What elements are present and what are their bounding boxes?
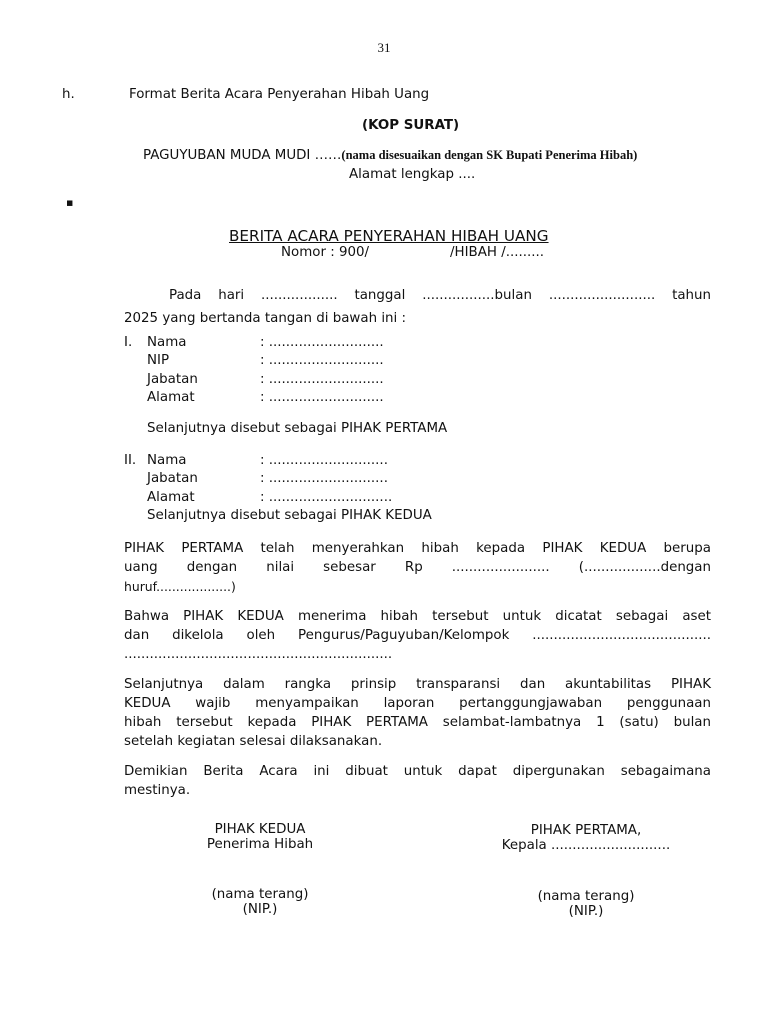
paragraph-line: huruf...................)	[124, 579, 236, 594]
party2-label: Jabatan	[147, 471, 198, 486]
party1-label: Nama	[147, 335, 187, 350]
party2-numeral: II.	[124, 453, 137, 468]
signature-right-name: (nama terang)	[537, 889, 635, 904]
paragraph-line: Bahwa PIHAK KEDUA menerima hibah tersebut untuk dicatat sebagai aset	[124, 609, 711, 624]
signature-left-title: PIHAK KEDUA	[214, 822, 306, 837]
document-number-suffix: /HIBAH /.........	[450, 245, 545, 260]
party1-numeral: I.	[124, 335, 133, 350]
signature-left-name-block	[160, 887, 360, 917]
signature-right-name-block	[486, 889, 686, 919]
org-note: (nama disesuaikan dengan SK Bupati Penerima Hibah)	[341, 148, 638, 162]
signature-right-title: PIHAK PERTAMA,	[530, 823, 642, 838]
party2-designation: Selanjutnya disebut sebagai PIHAK KEDUA	[147, 508, 432, 523]
intro-line-1: Pada hari .................. tanggal .................bulan ......................... tahun	[169, 288, 711, 303]
party1-designation: Selanjutnya disebut sebagai PIHAK PERTAMA	[147, 421, 448, 436]
party2-label: Alamat	[147, 490, 195, 505]
party1-value: : ...........................	[260, 372, 384, 387]
signature-left-name: (nama terang)	[211, 887, 309, 902]
party1-label: NIP	[147, 353, 170, 368]
org-line	[143, 148, 637, 163]
bullet-mark: ▪	[66, 196, 74, 209]
section-letter: h.	[62, 87, 75, 102]
paragraph-line: ...............................................................	[124, 647, 393, 662]
paragraph-line: hibah tersebut kepada PIHAK PERTAMA selambat-lambatnya 1 (satu) bulan	[124, 715, 711, 730]
document-title: BERITA ACARA PENYERAHAN HIBAH UANG	[229, 227, 549, 245]
party1-label: Jabatan	[147, 372, 198, 387]
document-number-prefix: Nomor : 900/	[281, 245, 370, 260]
party1-value: : ...........................	[260, 335, 384, 350]
party1-label: Alamat	[147, 390, 195, 405]
paragraph-line: Demikian Berita Acara ini dibuat untuk dapat dipergunakan sebagaimana	[124, 764, 711, 779]
party2-value: : ............................	[260, 453, 388, 468]
party2-value: : .............................	[260, 490, 393, 505]
paragraph-line: dan dikelola oleh Pengurus/Paguyuban/Kelompok ..........................................	[124, 628, 711, 643]
paragraph-line: mestinya.	[124, 783, 191, 798]
signature-right-nip: (NIP.)	[568, 904, 604, 919]
party1-value: : ...........................	[260, 353, 384, 368]
signature-left-header	[160, 822, 360, 852]
intro-line-2: 2025 yang bertanda tangan di bawah ini :	[124, 311, 407, 326]
org-address: Alamat lengkap ....	[349, 167, 476, 182]
signature-right-header	[486, 823, 686, 853]
signature-left-nip: (NIP.)	[242, 902, 278, 917]
paragraph-closing	[124, 762, 711, 800]
section-title: Format Berita Acara Penyerahan Hibah Uang	[129, 87, 430, 102]
paragraph-line: Selanjutnya dalam rangka prinsip transparansi dan akuntabilitas PIHAK	[124, 677, 711, 692]
party2-value: : ............................	[260, 471, 388, 486]
paragraph-acceptance	[124, 607, 711, 664]
party1-value: : ...........................	[260, 390, 384, 405]
signature-left-role: Penerima Hibah	[206, 837, 314, 852]
party2-label: Nama	[147, 453, 187, 468]
paragraph-handover	[124, 539, 711, 596]
kop-surat: (KOP SURAT)	[362, 118, 460, 133]
paragraph-accountability	[124, 675, 711, 751]
org-name: PAGUYUBAN MUDA MUDI ……	[143, 148, 342, 163]
paragraph-line: KEDUA wajib menyampaikan laporan pertanggungjawaban penggunaan	[124, 696, 711, 711]
page-number: 31	[377, 40, 391, 55]
paragraph-line: PIHAK PERTAMA telah menyerahkan hibah kepada PIHAK KEDUA berupa	[124, 541, 711, 556]
paragraph-line: setelah kegiatan selesai dilaksanakan.	[124, 734, 383, 749]
signature-right-role: Kepala ............................	[501, 838, 671, 853]
paragraph-line: uang dengan nilai sebesar Rp ....................... (..................dengan	[124, 560, 711, 575]
